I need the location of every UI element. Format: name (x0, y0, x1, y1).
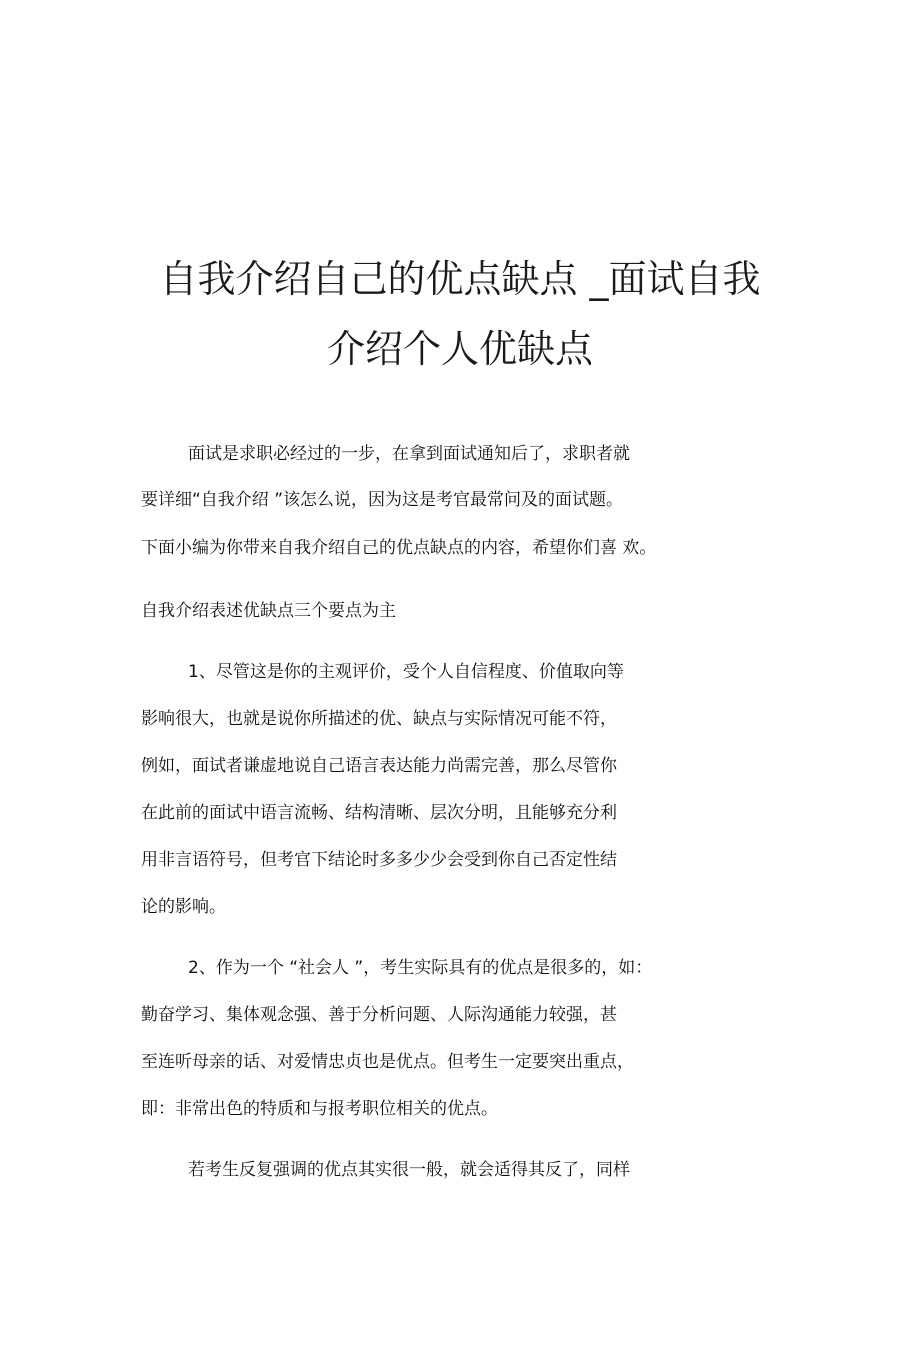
paragraph-line: 要详细“自我介绍 ”该怎么说，因为这是考官最常问及的面试题。 (141, 490, 624, 510)
document-title-line-1: 自我介绍自己的优点缺点 _面试自我 (159, 257, 761, 301)
paragraph-line: 下面小编为你带来自我介绍自己的优点缺点的内容，希望你们喜 欢。 (141, 538, 657, 558)
paragraph-line: 至连听母亲的话、对爱情忠贞也是优点。但考生一定要突出重点， (141, 1052, 634, 1072)
document-title-line-2: 介绍个人优缺点 (326, 327, 593, 371)
paragraph-line: 面试是求职必经过的一步，在拿到面试通知后了，求职者就 (188, 444, 630, 464)
paragraph-line: 例如，面试者谦虚地说自己语言表达能力尚需完善，那么尽管你 (141, 756, 617, 776)
section-heading: 自我介绍表述优缺点三个要点为主 (141, 601, 396, 621)
paragraph-line: 论的影响。 (141, 897, 226, 917)
paragraph-line: 用非言语符号，但考官下结论时多多少少会受到你自己否定性结 (141, 850, 617, 870)
paragraph-line: 勤奋学习、集体观念强、善于分析问题、人际沟通能力较强，甚 (141, 1005, 617, 1025)
paragraph-line: 即：非常出色的特质和与报考职位相关的优点。 (141, 1099, 498, 1119)
paragraph-line: 1、尽管这是你的主观评价，受个人自信程度、价值取向等 (188, 662, 624, 682)
paragraph-line: 在此前的面试中语言流畅、结构清晰、层次分明，且能够充分利 (141, 803, 617, 823)
paragraph-line: 影响很大，也就是说你所描述的优、缺点与实际情况可能不符， (141, 709, 617, 729)
paragraph-line: 若考生反复强调的优点其实很一般，就会适得其反了，同样 (188, 1160, 630, 1180)
paragraph-line: 2、作为一个 “社会人 ”，考生实际具有的优点是很多的，如： (188, 958, 653, 978)
